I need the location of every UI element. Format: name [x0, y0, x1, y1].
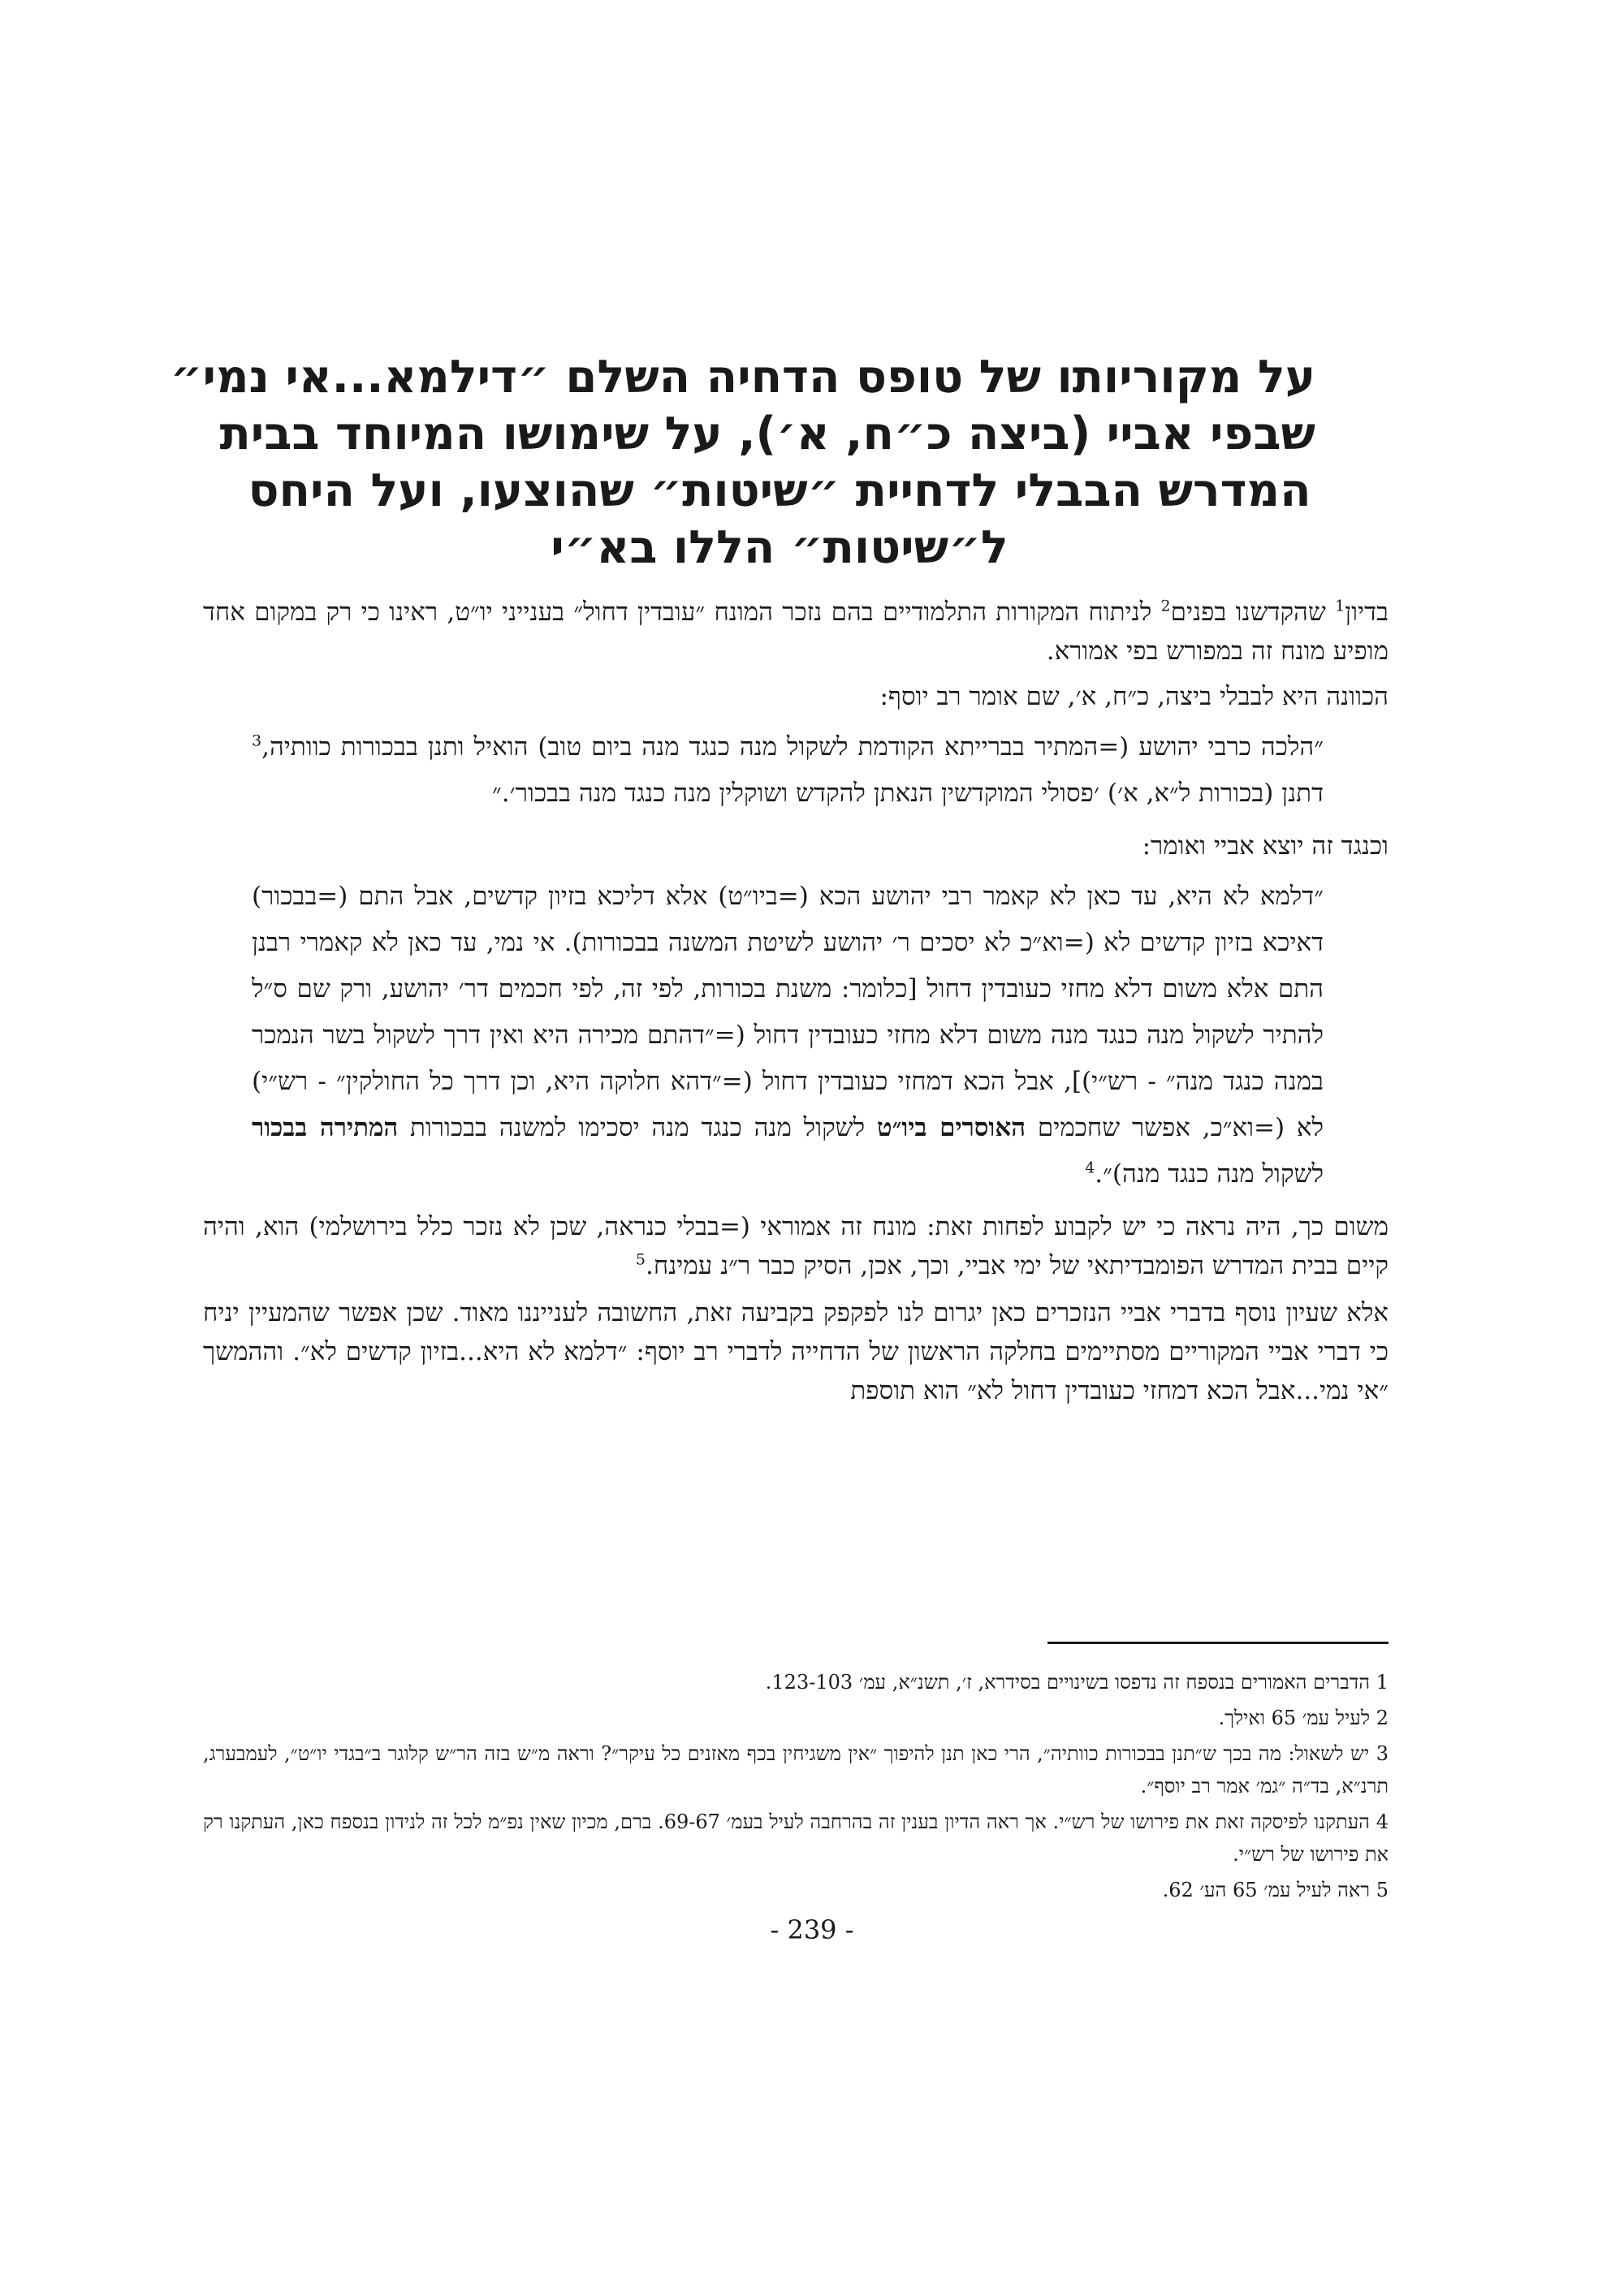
text-run: ״דלמא לא היא, עד כאן לא קאמר רבי יהושע הכא (=ביו״ט) אלא דליכא בזיון קדשים, אבל התם (=בבכור) דאיכא בזיון קדשים לא (=וא״כ לא יסכים ר׳ יהושע לשיטת המשנה בבכורות). אי נמי, עד כאן לא קאמרי רבנן התם אלא משום דלא מחזי כעובדין דחול [כלומר: משנת בכורות, לפי זה, לפי חכמים דר׳ יהושע, ורק שם ס״ל להתיר לשקול מנה כנגד מנה משום דלא מחזי כעובדין דחול (=״דהתם מכירה היא ואין דרך לשקול בשר הנמכר במנה כנגד מנה״ - רש״י)], אבל הכא דמחזי כעובדין דחול (=״דהא חלוקה היא, וכן דרך כל החולקין״ - רש״י) לא (=וא״כ, אפשר שחכמים	[252, 882, 1324, 1142]
text-run: לשקול מנה כנגד מנה)״.	[1095, 1159, 1324, 1189]
footnote-ref-5[interactable]: 5	[635, 1250, 646, 1269]
title-line: על מקוריותו של טופס הדחיה השלם ״דילמא...אי נמי״	[170, 351, 1315, 404]
text-run: לניתוח המקורות התלמודיים בהם נזכר המונח ״עובדין דחול״ בענייני יו״ט, ראינו כי רק במקום אחד מופיע מונח זה במפורש בפי אמורא.	[203, 598, 1389, 666]
footnote-ref-4[interactable]: 4	[1085, 1159, 1095, 1177]
footnote-3: 3 יש לשאול: מה בכך ש״תנן בבכורות כוותיה״, הרי כאן תנן להיפוך ״אין משגיחין בכף מאזנים כל עיקר״? וראה מ״ש בזה הר״ש קלוגר ב״בגדי יו״ט״, לעמבערג, תרנ״א, בד״ה ״גמ׳ אמר רב יוסף״.	[203, 1742, 1389, 1798]
title-line: שבפי אביי (ביצה כ״ח, א׳), על שימושו המיוחד בבית	[219, 408, 1315, 460]
text-run: בדיון	[1345, 598, 1389, 627]
paragraph-further-study: אלא שעיון נוסף בדברי אביי הנזכרים כאן יגרום לנו לפקפק בקביעה זאת, החשובה לענייננו מאוד. שכן אפשר שהמעיין יניח כי דברי אביי המקוריים מסתיימים בחלקה הראשון של הדחייה לדברי רב יוסף: ״דלמא לא היא...בזיון קדשים לא״. וההמשך ״אי נמי...אבל הכא דמחזי כעובדין דחול לא״ הוא תוספת	[203, 1298, 1389, 1405]
footnote-2: 2 לעיל עמ׳ 65 ואילך.	[1218, 1707, 1389, 1729]
text-run: משום כך, היה נראה כי יש לקבוע לפחות זאת: מונח זה אמוראי (=בבלי כנראה, שכן לא נזכר כלל בירושלמי) הוא, והיה קיים בבית המדרש הפומבדיתאי של ימי אביי, וכך, אכן, הסיק כבר ר״נ עמינח.	[203, 1212, 1389, 1280]
body-text	[203, 593, 1389, 1418]
footnote-1: 1 הדברים האמורים בנספח זה נדפסו בשינויים בסידרא, ז׳, תשנ״א, עמ׳ 123-103.	[765, 1671, 1389, 1694]
bold-text: האוסרים ביו״ט	[876, 1113, 1026, 1142]
footnote-ref-1[interactable]: 1	[1335, 597, 1345, 615]
text-run: ״הלכה כרבי יהושע (=המתיר בברייתא הקודמת לשקול מנה כנגד מנה ביום טוב) הואיל ותנן בבכורות כוותיה,	[261, 732, 1324, 762]
footnote-ref-3[interactable]: 3	[252, 732, 262, 750]
footnote-divider	[1047, 1642, 1389, 1644]
article-title	[170, 349, 1315, 576]
footnote-ref-2[interactable]: 2	[1160, 597, 1171, 615]
quote-rav-yosef	[252, 724, 1324, 817]
text-run: לשקול מנה כנגד מנה יסכימו למשנה בבכורות	[398, 1113, 877, 1142]
footnote-4: 4 העתקנו לפיסקה זאת את פירושו של רש״י. אך ראה הדיון בענין זה בהרחבה לעיל בעמ׳ 69-67. ברם, מכיון שאין נפ״מ לכל זה לנידון בנספח כאן, העתקנו רק את פירושו של רש״י.	[203, 1810, 1389, 1866]
bold-text: המתירה בבכור	[252, 1113, 399, 1142]
footnotes	[203, 1666, 1389, 1910]
paragraph-abaye-intro: וכנגד זה יוצא אביי ואומר:	[1142, 831, 1389, 861]
footnote-5: 5 ראה לעיל עמ׳ 65 הע׳ 62.	[1162, 1879, 1389, 1901]
quote-abaye	[252, 874, 1324, 1198]
paragraph-intro	[203, 593, 1389, 671]
title-line: ל״שיטות״ הללו בא״י	[551, 521, 1009, 574]
page-number: - 239 -	[770, 1914, 854, 1945]
paragraph-reference: הכוונה היא לבבלי ביצה, כ״ח, א׳, שם אומר רב יוסף:	[879, 682, 1389, 711]
text-run: שהקדשנו בפנים	[1170, 598, 1336, 627]
title-line: המדרש הבבלי לדחיית ״שיטות״ שהוצעו, ועל היחס	[248, 464, 1311, 517]
text-run: דתנן (בכורות ל״א, א׳) ׳פסולי המוקדשין הנאתן להקדש ושוקלין מנה כנגד מנה בבכור׳.״	[492, 779, 1324, 808]
paragraph-conclusion	[203, 1207, 1389, 1285]
